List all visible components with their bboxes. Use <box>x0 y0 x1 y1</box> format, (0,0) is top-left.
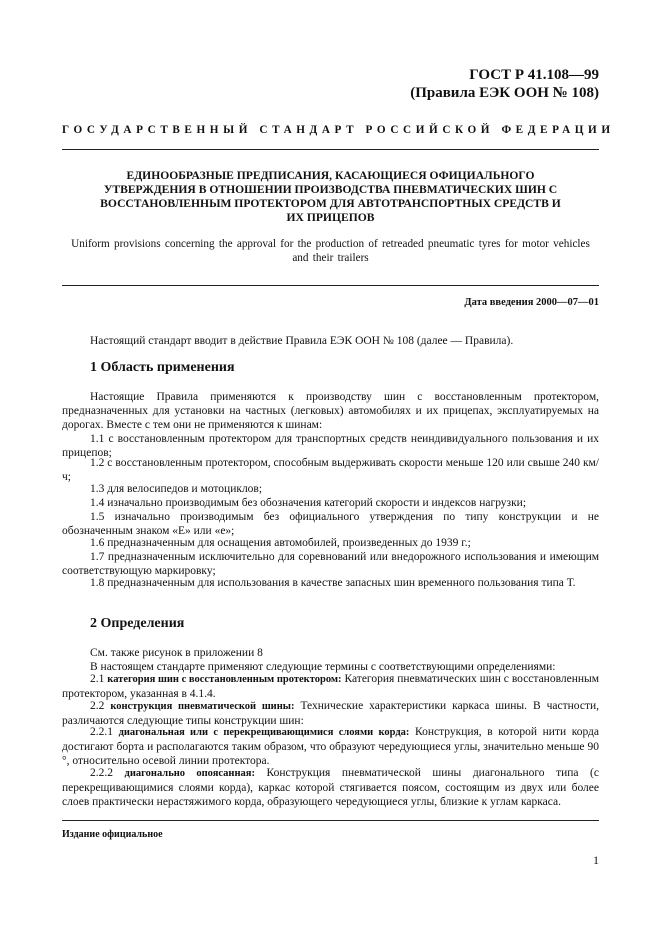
clause-1-6: 1.6 предназначенным для оснащения автомобилей, произведенных до 1939 г.; <box>90 537 471 549</box>
section-2-heading: 2 Определения <box>90 616 185 631</box>
clause-1-5: 1.5 изначально производимым без официального утверждения по типу конструкции и не обозначенным знаком «Е» или «е»; <box>62 511 599 537</box>
english-subtitle: Uniform provisions concerning the approval for the production of retreaded pneumatic tyres for motor vehicles and their trailers <box>71 238 590 264</box>
definition-text: Конструкция, в которой нити корда достигают борта и располагаются таким образом, что образуют чередующиеся углы, значительно меньше 90 °, относительно осевой линии протектора. <box>62 726 599 767</box>
see-also-note: См. также рисунок в приложении 8 <box>90 647 263 659</box>
edition-label: Издание официальное <box>62 829 163 840</box>
state-standard-banner: ГОСУДАРСТВЕННЫЙ СТАНДАРТ РОССИЙСКОЙ ФЕДЕРАЦИИ <box>62 124 615 136</box>
clause-1-1: 1.1 с восстановленным протектором для транспортных средств неиндивидуального пользования и их прицепов; <box>62 433 599 459</box>
title-line: ВОССТАНОВЛЕННЫМ ПРОТЕКТОРОМ ДЛЯ АВТОТРАНСПОРТНЫХ СРЕДСТВ И <box>100 197 561 210</box>
definitions-intro: В настоящем стандарте применяют следующие термины с соответствующими определениями: <box>90 661 556 673</box>
header-divider <box>62 149 599 150</box>
title-line: ИХ ПРИЦЕПОВ <box>286 211 375 224</box>
clause-number: 2.2 <box>90 700 105 712</box>
title-divider <box>62 285 599 286</box>
definition-term: категория шин с восстановленным протектором: <box>107 674 342 685</box>
clause-1-4: 1.4 изначально производимым без обозначения категорий скорости и индексов нагрузки; <box>90 497 527 509</box>
definition-2-2-1 <box>62 725 599 768</box>
definition-term: диагонально опоясанная: <box>124 768 255 779</box>
clause-number: 2.2.2 <box>90 767 113 779</box>
definition-2-2 <box>62 699 599 728</box>
definition-text: Категория пневматических шин с восстановленным протектором, указанная в 4.1.4. <box>62 673 600 700</box>
definition-text: Конструкция пневматической шины диагонального типа (с перекрещивающимися слоями корда), каркас которой стягивается поясом, состоящим из двух или более слоев практически нерастяжимого корда, образующего чередующиеся углы, близкие к углам каркаса. <box>62 767 599 808</box>
effective-date: Дата введения 2000—07—01 <box>464 297 599 308</box>
clause-number: 2.1 <box>90 673 105 685</box>
title-line: УТВЕРЖДЕНИЯ В ОТНОШЕНИИ ПРОИЗВОДСТВА ПНЕВМАТИЧЕСКИХ ШИН С <box>103 183 558 196</box>
document-title <box>80 169 581 225</box>
clause-number: 2.2.1 <box>90 726 113 738</box>
clause-1-7: 1.7 предназначенным исключительно для соревнований или внедорожного использования и имеющим соответствующую маркировку; <box>62 551 599 577</box>
rules-reference: (Правила ЕЭК ООН № 108) <box>410 85 599 101</box>
intro-paragraph: Настоящий стандарт вводит в действие Правила ЕЭК ООН № 108 (далее — Правила). <box>90 335 514 347</box>
definition-term: диагональная или с перекрещивающимися слоями корда: <box>118 727 410 738</box>
footer-divider <box>62 820 599 821</box>
standard-header <box>410 66 599 102</box>
page-number: 1 <box>593 853 599 867</box>
standard-number: ГОСТ Р 41.108—99 <box>469 67 599 83</box>
title-line: ЕДИНООБРАЗНЫЕ ПРЕДПИСАНИЯ, КАСАЮЩИЕСЯ ОФИЦИАЛЬНОГО <box>126 169 535 182</box>
clause-1-3: 1.3 для велосипедов и мотоциклов; <box>90 483 263 495</box>
clause-1-2: 1.2 с восстановленным протектором, способным выдерживать скорости меньше 120 или свыше 240 км/ч; <box>62 457 599 483</box>
definition-term: конструкция пневматической шины: <box>110 701 295 712</box>
definition-text: Технические характеристики каркаса шины. В частности, различаются следующие типы конструкции шин: <box>62 700 599 727</box>
definition-2-2-2 <box>62 766 599 809</box>
section-1-heading: 1 Область применения <box>90 360 235 375</box>
clause-1-8: 1.8 предназначенным для использования в качестве запасных шин временного пользования типа Т. <box>90 577 576 589</box>
section-1-paragraph: Настоящие Правила применяются к производству шин с восстановленным протектором, предназначенных для установки на частных (легковых) автомобилях и их прицепах, эксплуатируемых на дорогах. Вместе с тем они не применяются к шинам: <box>62 391 599 431</box>
definition-2-1 <box>62 672 599 701</box>
